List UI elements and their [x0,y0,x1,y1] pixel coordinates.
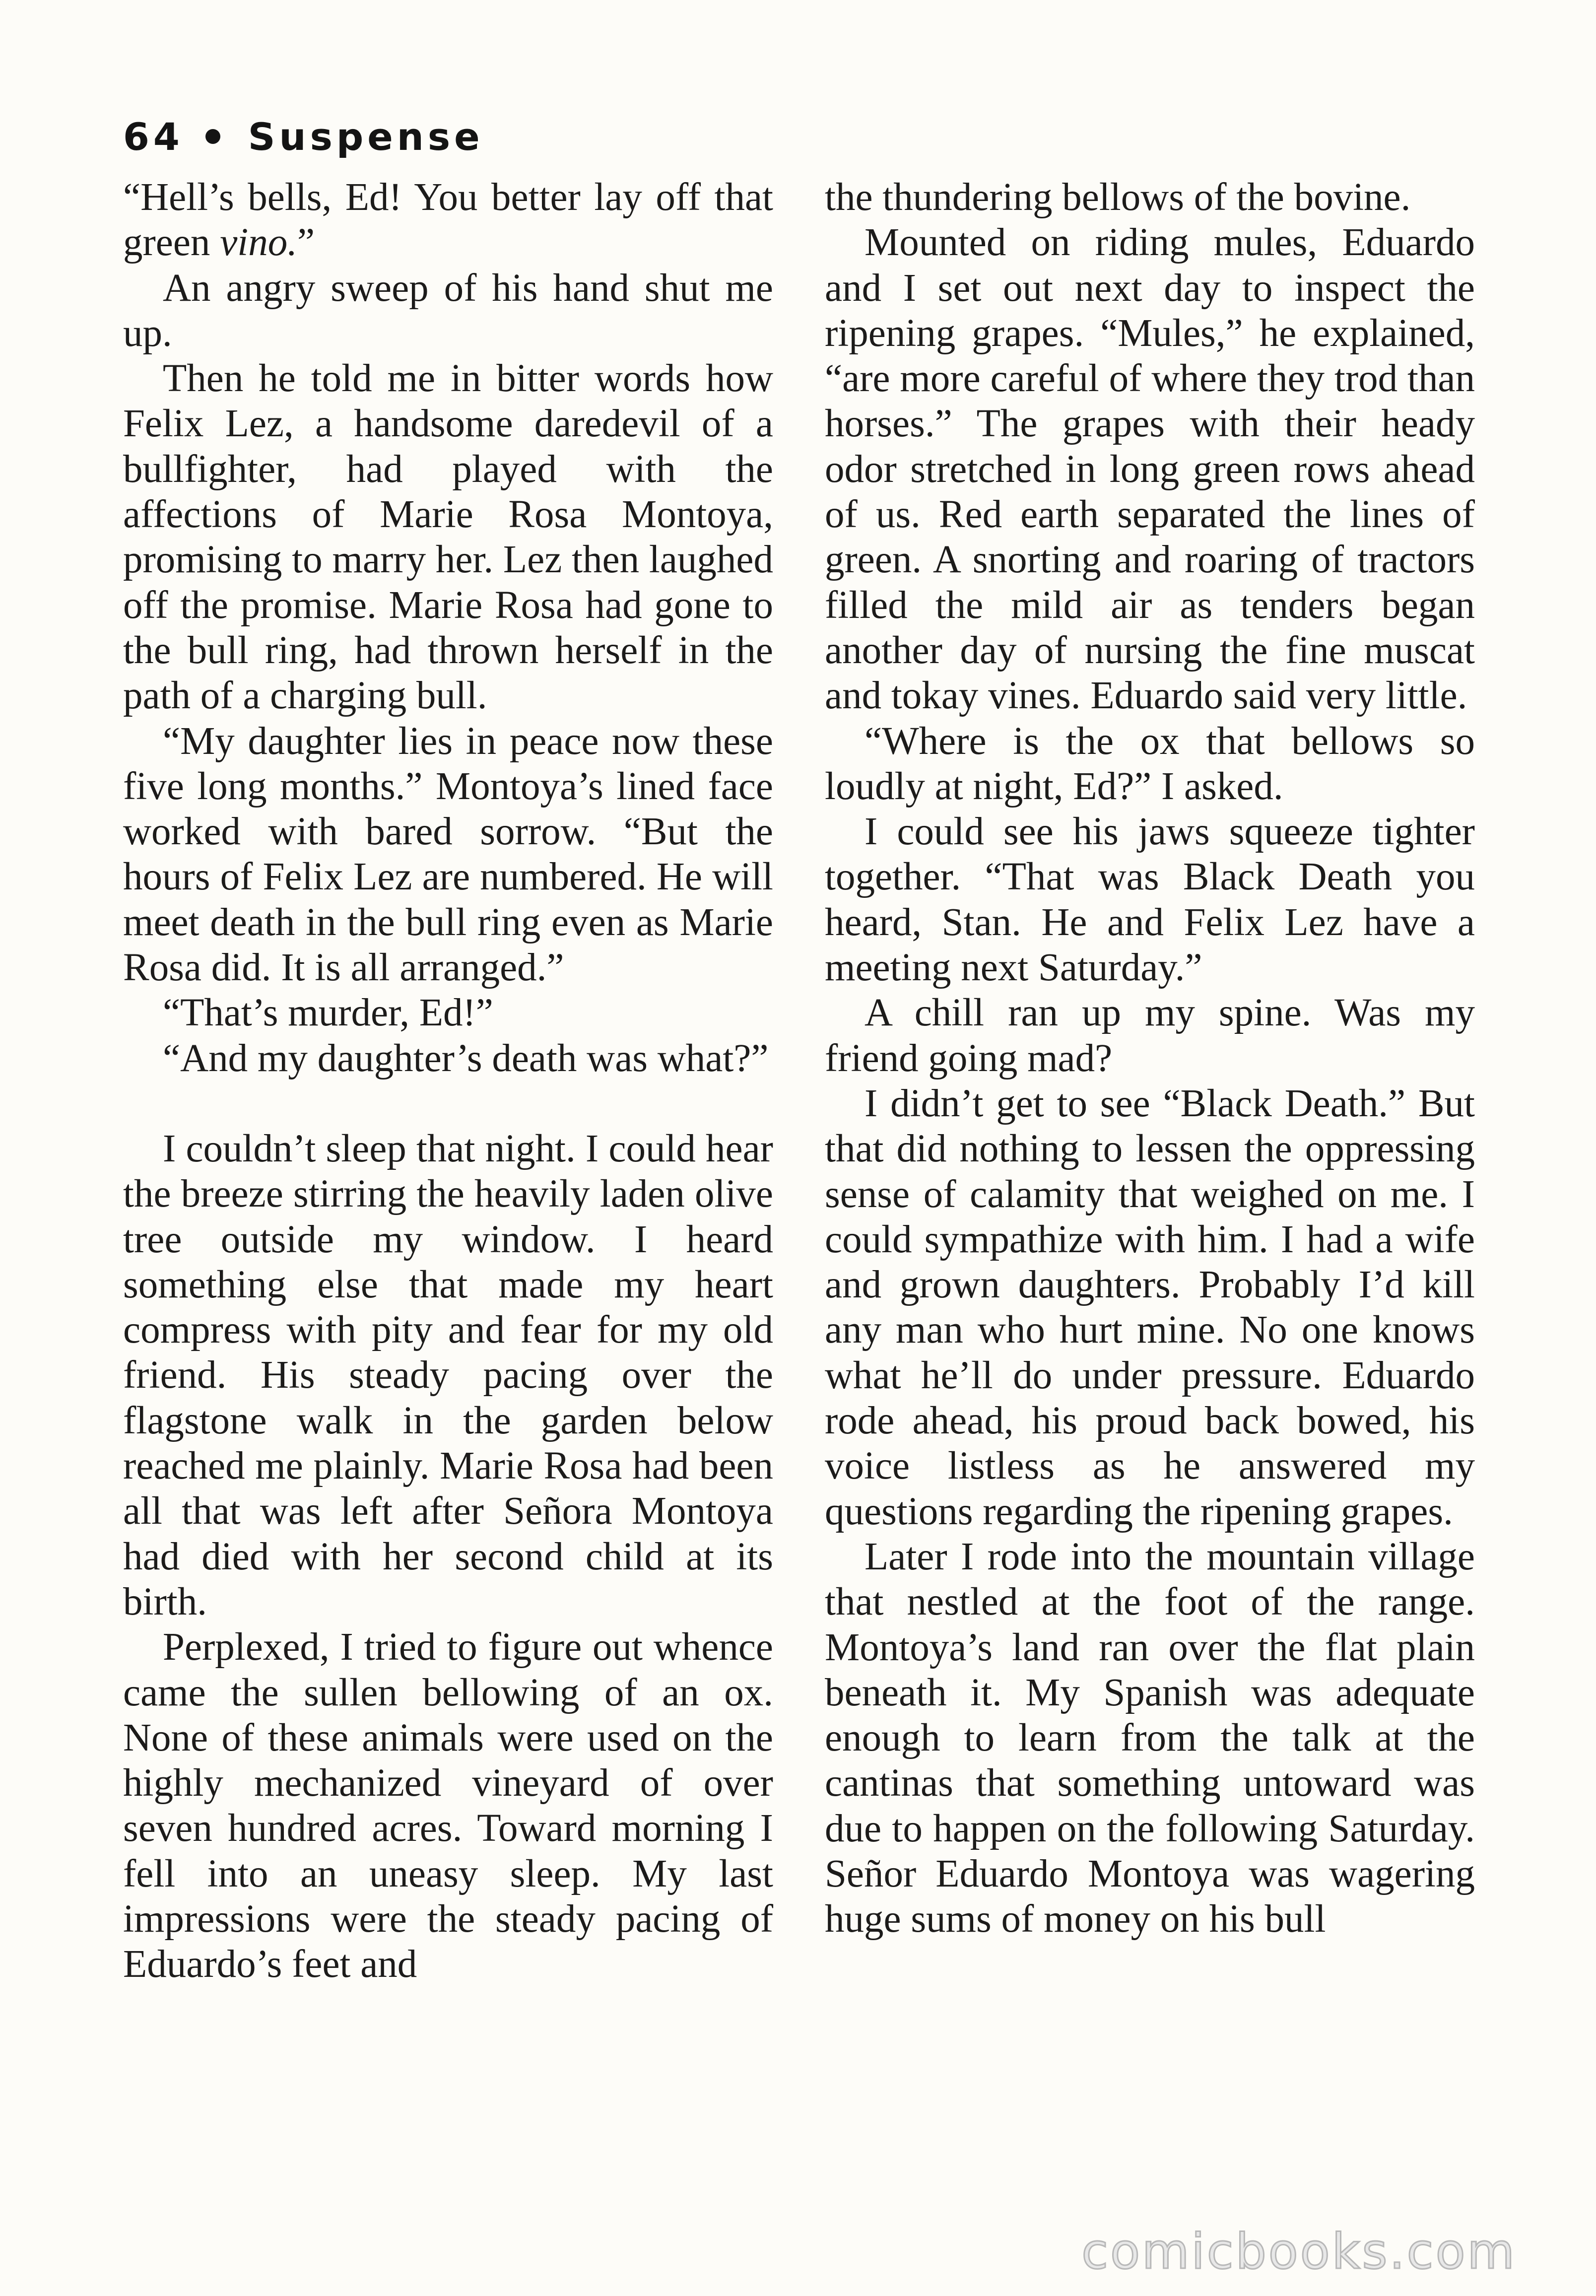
paragraph: “Hell’s bells, Ed! You better lay off that green vino.” [123,176,773,265]
paragraph: Then he told me in bitter words how Felix Lez, a handsome daredevil of a bullfighter, had played with the affections of Marie Rosa Montoya, promising to marry her. Lez then laughed off the promise. Marie Rosa had gone to the bull ring, had thrown herself in the path of a charging bull. [123,357,773,718]
magazine-title: Suspense [248,114,484,159]
right-column [825,175,1475,1942]
paragraph: Later I rode into the mountain village that nestled at the foot of the range. Montoya’s land ran over the flat plain beneath it. My Spanish was adequate enough to learn from the talk at the cantinas that something untoward was due to happen on the following Saturday. Señor Eduardo Montoya was wagering huge sums of money on his bull [825,1535,1475,1941]
paragraph: I couldn’t sleep that night. I could hear the breeze stirring the heavily laden olive tree outside my window. I heard something else that made my heart compress with pity and fear for my old friend. His steady pacing over the flagstone walk in the garden below reached me plainly. Marie Rosa had been all that was left after Señora Montoya had died with her second child at its birth. [123,1127,773,1623]
emphasis-text: vino. [220,221,297,265]
paragraph: “Where is the ox that bellows so loudly at night, Ed?” I asked. [825,719,1475,808]
paragraph: “That’s murder, Ed!” [163,991,493,1035]
page-header [123,109,484,164]
paragraph: I could see his jaws squeeze tighter together. “That was Black Death you heard, Stan. He and Felix Lez have a meeting next Saturday.” [825,810,1475,990]
paragraph: An angry sweep of his hand shut me up. [123,266,773,355]
bullet-separator [205,129,220,144]
paragraph: I didn’t get to see “Black Death.” But that did nothing to lessen the oppressing sense of calamity that weighed on me. I could sympathize with him. I had a wife and grown daughters. Probably I’d kill any man who hurt mine. No one knows what he’ll do under pressure. Eduardo rode ahead, his proud back bowed, his voice listless as he answered my questions regarding the ripening grapes. [825,1081,1475,1533]
paragraph: “And my daughter’s death was what?” [163,1036,769,1080]
page-number: 64 [123,114,184,159]
paragraph: A chill ran up my spine. Was my friend going mad? [825,991,1475,1080]
paragraph: Mounted on riding mules, Eduardo and I set out next day to inspect the ripening grapes. “Mules,” he explained, “are more careful of where they trod than horses.” The grapes with their heady odor stretched in long green rows ahead of us. Red earth separated the lines of green. A snorting and roaring of tractors filled the mild air as tenders began another day of nursing the fine muscat and tokay vines. Eduardo said very little. [825,221,1475,718]
paragraph: Perplexed, I tried to figure out whence came the sullen bellowing of an ox. None of these animals were used on the highly mechanized vineyard of over seven hundred acres. Toward morning I fell into an uneasy sleep. My last impressions were the steady pacing of Eduardo’s feet and [123,1625,773,1986]
paragraph: “My daughter lies in peace now these five long months.” Montoya’s lined face worked with bared sorrow. “But the hours of Felix Lez are numbered. He will meet death in the bull ring even as Marie Rosa did. It is all arranged.” [123,719,773,990]
watermark: comicbooks.com [1081,2224,1517,2280]
left-column [123,175,773,1987]
paragraph: the thundering bellows of the bovine. [825,176,1411,219]
